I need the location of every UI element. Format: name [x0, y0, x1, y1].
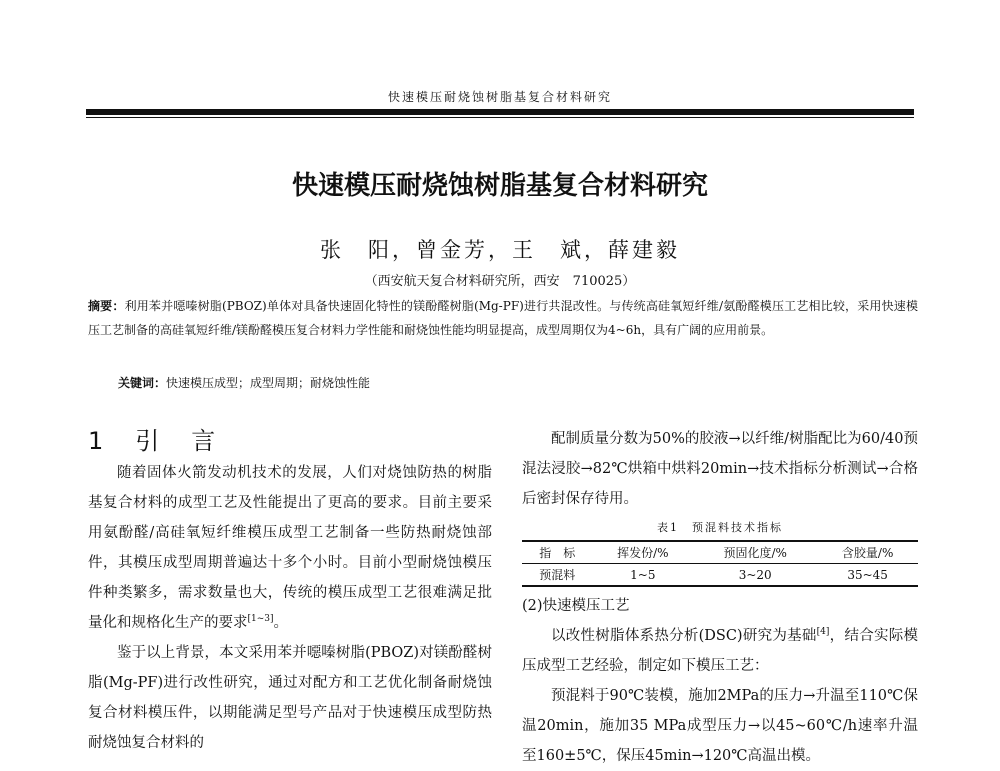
right-column — [522, 424, 918, 771]
table-cell: 3~20 — [738, 567, 772, 582]
keywords-label: 关键词： — [118, 376, 167, 390]
running-header: 快速模压耐烧蚀树脂基复合材料研究 — [387, 90, 612, 104]
table-cell: 35~45 — [847, 567, 888, 582]
paper-title: 快速模压耐烧蚀树脂基复合材料研究 — [291, 171, 708, 201]
intro-p1-text: 随着固体火箭发动机技术的发展，人们对烧蚀防热的树脂基复合材料的成型工艺及性能提出了更高的要求。目前主要采用氨酚醛/高硅氧短纤维模压成型工艺制备一些防热耐烧蚀部件，其模压成型周期普遍达十多个小时。目前小型耐烧蚀模压件种类繁多，需求数量也大，传统的模压成型工艺很难满足批量化和规格化生产的要求 — [88, 465, 492, 631]
section-heading-introduction: 1 引 言 — [88, 427, 220, 455]
process-steps-paragraph: 预混料于90℃装模，施加2MPa的压力→升温至110℃保温20min，施加35 MPa成型压力→以45~60℃/h速率升温至160±5℃，保压45min→120℃高温出模。 — [522, 688, 918, 764]
table-header-cell: 预固化度/% — [723, 546, 787, 560]
authors: 张 阳，曾金芳，王 斌，薛建毅 — [320, 238, 680, 262]
abstract-label: 摘要： — [88, 299, 125, 313]
table-cell: 1~5 — [630, 567, 656, 582]
table-header-cell: 指 标 — [539, 546, 576, 560]
intro-paragraph-1 — [88, 458, 492, 638]
left-column — [88, 424, 492, 758]
citation-ref: [1~3] — [247, 614, 274, 625]
premix-spec-table — [522, 540, 918, 587]
process-p2-end: ，结合实际模压成型工艺经验，制定如下模压工艺： — [522, 628, 918, 674]
table-cell: 预混料 — [539, 568, 576, 582]
affiliation: （西安航天复合材料研究所，西安 710025） — [364, 274, 636, 289]
table-header-cell: 挥发份/% — [617, 546, 669, 560]
abstract — [88, 294, 918, 342]
table-row — [522, 564, 918, 587]
keywords-text: 快速模压成型；成型周期；耐烧蚀性能 — [166, 376, 371, 390]
table-header-cell: 含胶量/% — [841, 546, 894, 560]
intro-p1-end: 。 — [273, 615, 289, 631]
abstract-text: 利用苯并噁嗪树脂(PBOZ)单体对具备快速固化特性的镁酚醛树脂(Mg-PF)进行共混改性。与传统高硅氧短纤维/氨酚醛模压工艺相比较，采用快速模压工艺制备的高硅氧短纤维/镁酚醛模压复合材料力学性能和耐烧蚀性能均明显提高，成型周期仅为4~6h，具有广阔的应用前景。 — [88, 299, 918, 337]
process-paragraph — [522, 621, 918, 681]
header-rule-thin — [86, 117, 914, 118]
prep-paragraph: 配制质量分数为50%的胶液→以纤维/树脂配比为60/40预混法浸胶→82℃烘箱中烘料20min→技术指标分析测试→合格后密封保存待用。 — [522, 431, 918, 507]
table-header-row — [522, 541, 918, 564]
subsection-heading: (2)快速模压工艺 — [522, 598, 630, 614]
header-rule-thick — [86, 109, 914, 115]
keywords — [118, 374, 370, 391]
citation-ref: [4] — [816, 627, 830, 638]
table-caption: 表1 预混料技术指标 — [657, 521, 783, 534]
process-p2-text: 以改性树脂体系热分析(DSC)研究为基础 — [551, 628, 817, 644]
intro-paragraph-2: 鉴于以上背景，本文采用苯并噁嗪树脂(PBOZ)对镁酚醛树脂(Mg-PF)进行改性研究，通过对配方和工艺优化制备耐烧蚀复合材料模压件，以期能满足型号产品对于快速模压成型防热耐烧蚀复合材料的 — [88, 645, 492, 751]
